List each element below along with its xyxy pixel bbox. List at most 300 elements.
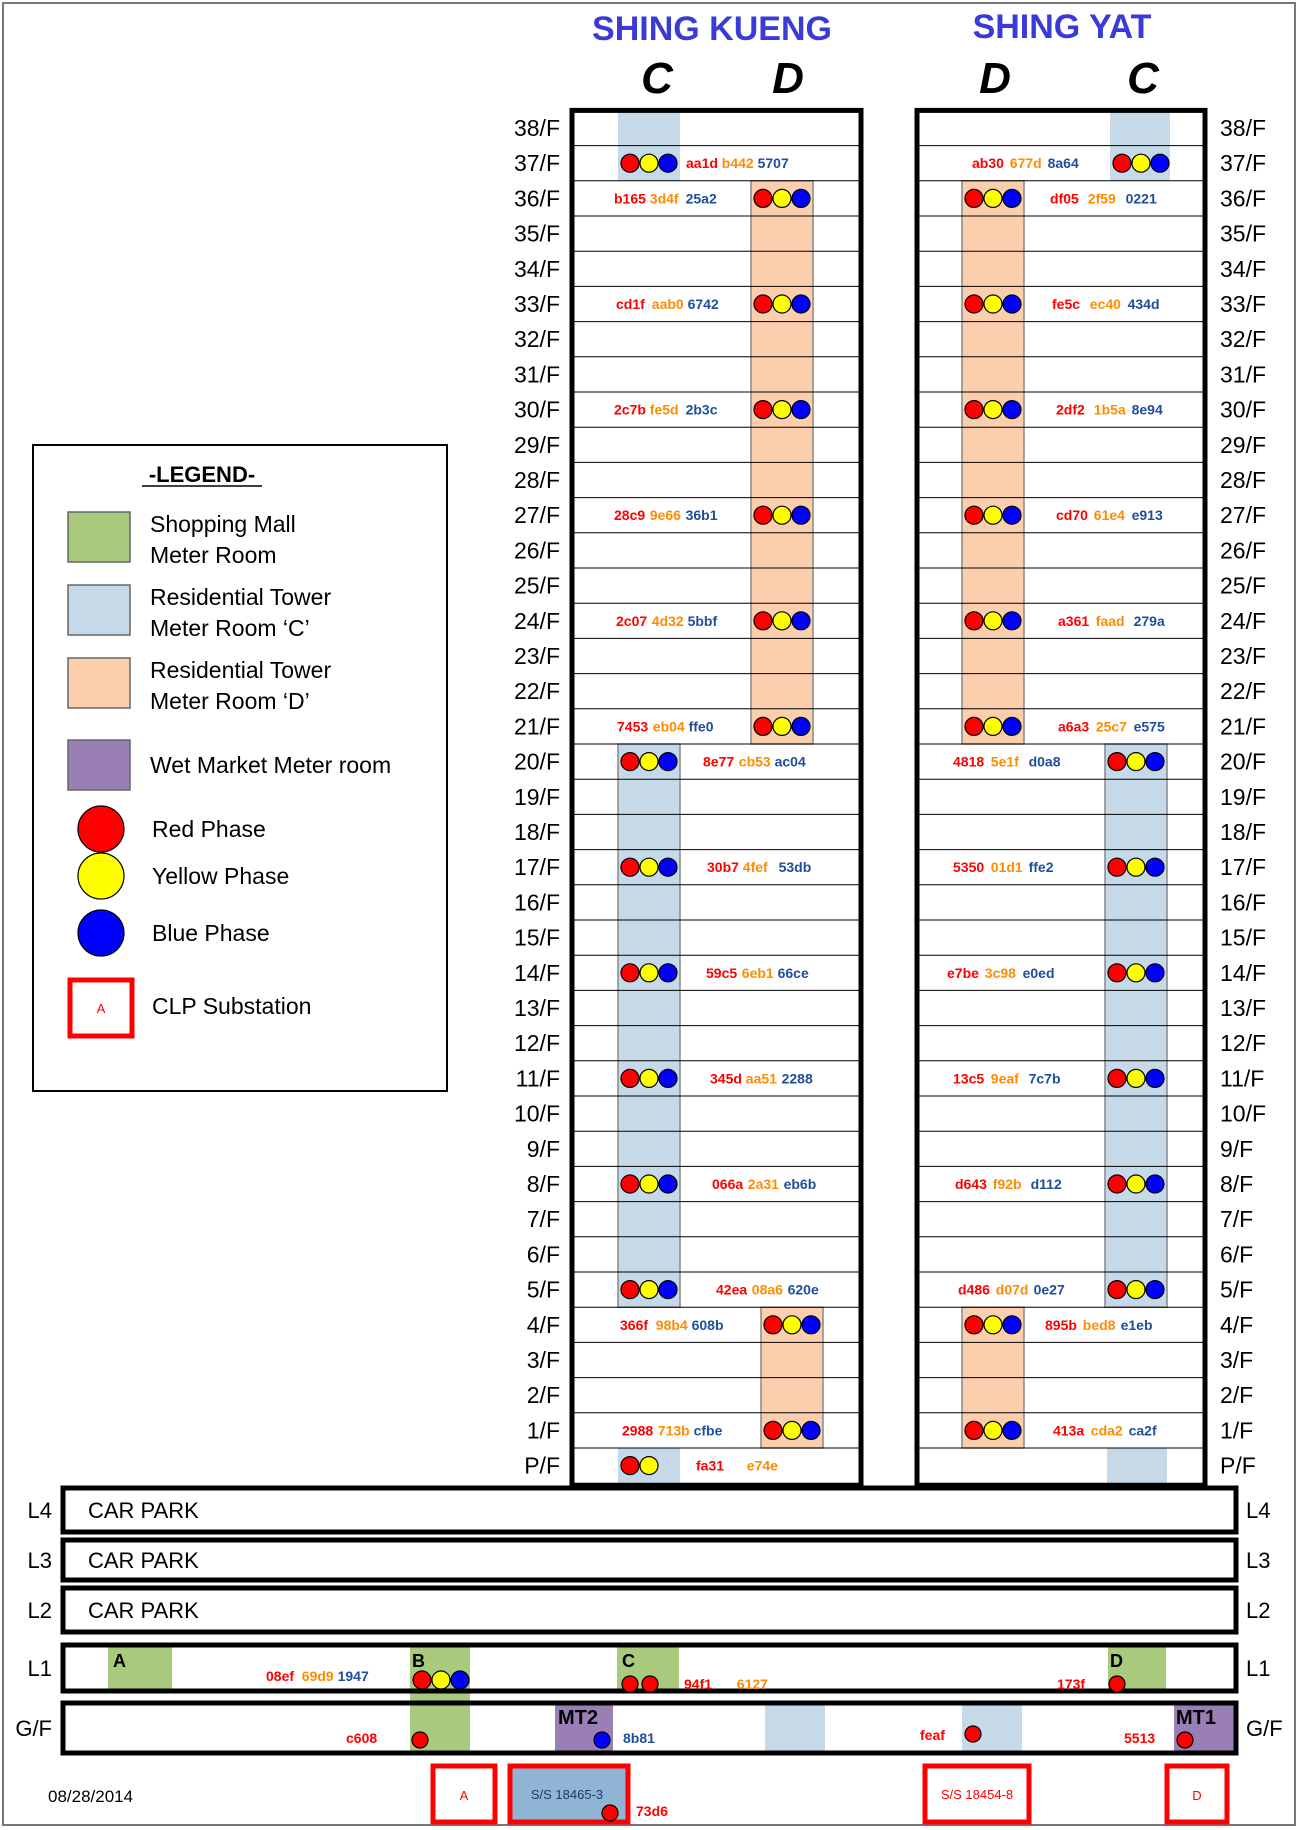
legend-swatch [68, 585, 130, 635]
blue-phase-dot [1003, 295, 1021, 313]
meter-code: ac04 [774, 753, 806, 770]
floor-label: 33/F [513, 291, 560, 317]
legend-item-label: Wet Market Meter room [150, 752, 392, 778]
meter-code: c608 [346, 1730, 378, 1746]
meter-code: 3c98 [984, 964, 1016, 981]
yellow-phase-dot [773, 295, 791, 313]
meter-code: cd1f [616, 296, 645, 312]
yellow-phase-dot [640, 858, 658, 876]
red-phase-dot [642, 1676, 658, 1692]
meter-code: e913 [1131, 507, 1163, 524]
floor-label: 26/F [1220, 537, 1267, 564]
legend-item-label: Meter Room ‘C’ [150, 615, 310, 641]
floor-label: 6/F [526, 1241, 560, 1268]
meter-code: aa1d [686, 155, 718, 172]
blue-phase-dot [594, 1732, 610, 1748]
yellow-phase-dot [773, 717, 791, 735]
blue-phase-dot [792, 189, 810, 207]
legend-substation-label: CLP Substation [152, 993, 312, 1019]
meter-code: 0e27 [1033, 1281, 1065, 1298]
blue-phase-dot [792, 717, 810, 735]
meter-code: fe5c [1052, 296, 1081, 312]
meter-code: 25a2 [685, 190, 717, 207]
meter-code: aab0 [651, 296, 684, 312]
blue-phase-dot [802, 1316, 820, 1334]
floor-label: 12/F [1220, 1030, 1267, 1057]
yellow-phase-dot [640, 1069, 658, 1087]
red-phase-dot [754, 295, 772, 313]
meter-code: 28c9 [614, 507, 646, 524]
yellow-phase-dot [1127, 858, 1145, 876]
legend-item-label: Residential Tower [150, 584, 332, 610]
floor-label: 3/F [526, 1347, 560, 1373]
substation-label: S/S 18465-3 [530, 1787, 604, 1802]
floor-label: 25/F [513, 572, 560, 599]
mall-room-label: C [622, 1651, 635, 1671]
meter-code: d0a8 [1028, 753, 1061, 770]
meter-code: 9eaf [990, 1070, 1019, 1087]
meter-code: 0221 [1125, 190, 1157, 207]
legend-swatch [68, 512, 130, 562]
yellow-phase-dot [1127, 1175, 1145, 1193]
blue-phase-dot [792, 506, 810, 524]
meter-code: 2988 [622, 1422, 654, 1439]
podium-level-label: L2 [27, 1598, 52, 1623]
meter-code: eb04 [652, 718, 685, 735]
meter-code: a6a3 [1058, 718, 1090, 735]
floor-label: 16/F [513, 889, 560, 916]
meter-code: e74e [746, 1457, 778, 1474]
red-phase-dot [965, 1421, 983, 1439]
red-phase-dot [1108, 1175, 1126, 1193]
floor-label: 4/F [1220, 1311, 1254, 1338]
meter-code: cfbe [693, 1422, 723, 1439]
meter-code: 413a [1053, 1422, 1085, 1439]
meter-code: 13c5 [953, 1070, 985, 1087]
tower-column-d-label: D [772, 54, 804, 103]
yellow-phase-dot [984, 189, 1002, 207]
meter-code: 08ef [266, 1668, 295, 1684]
floor-label: 19/F [1220, 783, 1267, 810]
floor-label: 38/F [1220, 115, 1267, 141]
meter-code: d112 [1030, 1176, 1062, 1192]
floor-label: 35/F [1220, 220, 1267, 247]
blue-phase-dot [659, 1069, 677, 1087]
floor-label: 5/F [526, 1276, 560, 1303]
floor-label: 35/F [513, 220, 560, 247]
meter-code: 8b81 [623, 1730, 655, 1746]
yellow-phase-dot [432, 1671, 450, 1689]
meter-code: ec40 [1089, 296, 1121, 312]
blue-phase-dot [659, 753, 677, 771]
red-phase-dot [621, 753, 639, 771]
yellow-phase-dot [984, 1421, 1002, 1439]
meter-code: 30b7 [707, 859, 739, 876]
floor-label: 31/F [1220, 361, 1267, 388]
meter-code: fe5d [649, 401, 679, 418]
legend-item-label: Meter Room [150, 542, 277, 568]
meter-code: 4818 [953, 753, 985, 770]
podium-level-label: L3 [1246, 1548, 1271, 1573]
blue-phase-dot [1003, 189, 1021, 207]
floor-label: 23/F [1220, 643, 1267, 669]
red-phase-dot [621, 1457, 639, 1475]
legend-item-label: Meter Room ‘D’ [150, 688, 310, 714]
meter-code: 5350 [953, 859, 985, 876]
red-phase-dot [621, 1069, 639, 1087]
yellow-phase-dot [640, 1281, 658, 1299]
meter-code: fa31 [696, 1457, 725, 1474]
blue-phase-dot [792, 612, 810, 630]
tower-title-shing-kueng: SHING KUENG [592, 10, 832, 48]
legend-phase-dot [78, 910, 124, 956]
meter-code: a361 [1058, 612, 1090, 629]
floor-label: 26/F [513, 537, 560, 564]
yellow-phase-dot [984, 717, 1002, 735]
blue-phase-dot [1003, 612, 1021, 630]
floor-label: 9/F [526, 1135, 560, 1162]
meter-code: cb53 [738, 753, 771, 770]
floor-label: 20/F [513, 748, 560, 775]
floor-label: 25/F [1220, 572, 1267, 599]
red-phase-dot [621, 1281, 639, 1299]
yellow-phase-dot [773, 612, 791, 630]
meter-code: 01d1 [990, 859, 1023, 876]
yellow-phase-dot [640, 753, 658, 771]
floor-label: 36/F [513, 185, 560, 212]
floor-label: 8/F [1220, 1171, 1254, 1197]
substation-label: A [459, 1788, 469, 1803]
yellow-phase-dot [984, 506, 1002, 524]
floor-label: 24/F [1220, 607, 1267, 634]
meter-code: 61e4 [1093, 507, 1125, 524]
meter-code: d07d [995, 1281, 1029, 1298]
blue-phase-dot [1146, 858, 1164, 876]
floor-label: 15/F [513, 924, 560, 951]
legend-swatch [68, 740, 130, 790]
meter-code: 366f [620, 1316, 649, 1333]
podium-level-box [63, 1488, 1236, 1532]
meter-code: 25c7 [1095, 718, 1127, 735]
meter-code: 2b3c [685, 401, 718, 418]
yellow-phase-dot [640, 1175, 658, 1193]
podium-level-label: L1 [27, 1656, 52, 1681]
wet-market-room-label: MT2 [558, 1707, 598, 1729]
red-phase-dot [1108, 858, 1126, 876]
red-phase-dot [621, 964, 639, 982]
meter-code: d643 [955, 1176, 987, 1192]
blue-phase-dot [1003, 506, 1021, 524]
legend-phase-dot [78, 806, 124, 852]
podium-level-label: G/F [15, 1716, 52, 1741]
floor-label: 13/F [513, 995, 560, 1021]
meter-code: 1947 [337, 1668, 369, 1684]
meter-code: 620e [787, 1281, 819, 1298]
red-phase-dot [965, 1726, 981, 1742]
legend-phase-label: Yellow Phase [152, 863, 290, 889]
meter-code: 2f59 [1087, 190, 1116, 207]
floor-label: 37/F [513, 150, 560, 177]
floor-label: 33/F [1220, 291, 1267, 317]
car-park-label: CAR PARK [88, 1498, 199, 1523]
legend-substation-symbol-text: A [96, 1001, 106, 1016]
floor-label: 9/F [1220, 1135, 1254, 1162]
floor-label: 14/F [513, 959, 560, 986]
red-phase-dot [965, 295, 983, 313]
floor-label: 32/F [513, 326, 560, 353]
meter-code: 1b5a [1093, 401, 1126, 418]
meter-code: e0ed [1022, 964, 1055, 981]
meter-code: 59c5 [706, 964, 738, 981]
red-phase-dot [754, 612, 772, 630]
meter-code: 677d [1009, 155, 1042, 172]
meter-code: faad [1095, 612, 1125, 629]
floor-label: 30/F [1220, 396, 1267, 423]
legend-phase-label: Blue Phase [152, 920, 270, 946]
floor-label: 18/F [513, 819, 560, 845]
meter-code: 08a6 [751, 1281, 783, 1298]
meter-code: 2288 [781, 1070, 813, 1087]
yellow-phase-dot [773, 189, 791, 207]
meter-code: 895b [1045, 1316, 1077, 1333]
podium-level-label: G/F [1246, 1716, 1283, 1741]
meter-code: 69d9 [301, 1668, 334, 1684]
floor-label: 6/F [1220, 1241, 1254, 1268]
floor-label: 10/F [1220, 1100, 1267, 1127]
blue-phase-dot [451, 1671, 469, 1689]
red-phase-dot [622, 1676, 638, 1692]
floor-label: 2/F [526, 1382, 560, 1409]
legend-phase-label: Red Phase [152, 816, 266, 842]
meter-code: b165 [614, 190, 646, 207]
meter-code: cd70 [1056, 507, 1088, 524]
floor-label: P/F [1220, 1452, 1256, 1479]
red-phase-dot [1177, 1732, 1193, 1748]
date-stamp: 08/28/2014 [48, 1787, 134, 1806]
residential-meter-room-c [1107, 1448, 1167, 1486]
meter-code: e7be [947, 964, 979, 981]
blue-phase-dot [659, 154, 677, 172]
meter-code: 2df2 [1056, 401, 1085, 418]
meter-code: 7c7b [1028, 1070, 1061, 1087]
floor-label: 7/F [526, 1206, 560, 1233]
meter-code: 3d4f [649, 190, 679, 207]
yellow-phase-dot [1127, 1281, 1145, 1299]
tower-column-c-label: C [1127, 54, 1159, 103]
substation-label: D [1192, 1788, 1202, 1803]
floor-label: 24/F [513, 607, 560, 634]
wet-market-room-label: MT1 [1176, 1707, 1216, 1729]
blue-phase-dot [792, 401, 810, 419]
floor-label: 20/F [1220, 748, 1267, 775]
red-phase-dot [1108, 1281, 1126, 1299]
floor-label: 1/F [526, 1417, 560, 1444]
floor-label: 29/F [513, 431, 560, 458]
meter-code: 5e1f [990, 753, 1019, 770]
floor-label: 37/F [1220, 150, 1267, 177]
meter-code: 608b [691, 1316, 724, 1333]
yellow-phase-dot [773, 401, 791, 419]
yellow-phase-dot [1127, 753, 1145, 771]
floor-label: 19/F [513, 783, 560, 810]
floor-label: 34/F [513, 255, 560, 282]
red-phase-dot [602, 1805, 618, 1821]
meter-code: feaf [920, 1727, 945, 1743]
yellow-phase-dot [1132, 154, 1150, 172]
meter-code: 5707 [757, 155, 789, 172]
floor-label: 17/F [1220, 854, 1267, 881]
floor-label: 4/F [526, 1311, 560, 1338]
yellow-phase-dot [984, 1316, 1002, 1334]
meter-code: 6742 [687, 296, 719, 312]
blue-phase-dot [1146, 1175, 1164, 1193]
red-phase-dot [754, 189, 772, 207]
blue-phase-dot [1003, 1421, 1021, 1439]
floor-label: 31/F [513, 361, 560, 388]
blue-phase-dot [659, 1281, 677, 1299]
meter-code: ffe2 [1028, 859, 1054, 876]
meter-code: bed8 [1082, 1316, 1116, 1333]
floor-label: 17/F [513, 854, 560, 881]
blue-phase-dot [1003, 717, 1021, 735]
podium-level-box [63, 1540, 1236, 1580]
meter-code: 6eb1 [741, 964, 774, 981]
legend-item-label: Shopping Mall [150, 511, 296, 537]
floor-label: 22/F [1220, 678, 1267, 705]
red-phase-dot [1109, 1676, 1125, 1692]
yellow-phase-dot [640, 154, 658, 172]
floor-label: 34/F [1220, 255, 1267, 282]
meter-code: 73d6 [636, 1803, 668, 1819]
meter-code: 42ea [716, 1281, 748, 1298]
legend-swatch [68, 658, 130, 708]
floor-label: 14/F [1220, 959, 1267, 986]
blue-phase-dot [1146, 964, 1164, 982]
legend-phase-dot [78, 853, 124, 899]
floor-label: 3/F [1220, 1347, 1254, 1373]
floor-label: 5/F [1220, 1276, 1254, 1303]
meter-code: 36b1 [685, 507, 718, 524]
red-phase-dot [754, 401, 772, 419]
meter-code: 9e66 [649, 507, 681, 524]
floor-label: P/F [524, 1452, 560, 1479]
blue-phase-dot [1151, 154, 1169, 172]
red-phase-dot [754, 506, 772, 524]
podium-level-label: L2 [1246, 1598, 1271, 1623]
floor-label: 11/F [1220, 1065, 1265, 1092]
meter-code: 66ce [777, 964, 809, 981]
mall-room-label: D [1110, 1651, 1123, 1671]
floor-label: 29/F [1220, 431, 1267, 458]
tower-title-shing-yat: SHING YAT [972, 8, 1152, 46]
legend-item-label: Residential Tower [150, 657, 332, 683]
blue-phase-dot [1146, 1281, 1164, 1299]
meter-code: 8e77 [703, 753, 735, 770]
meter-code: 713b [657, 1422, 690, 1439]
meter-code: 5bbf [687, 612, 718, 629]
meter-code: 4fef [742, 859, 768, 876]
meter-code: 2c7b [614, 401, 646, 418]
car-park-label: CAR PARK [88, 1598, 199, 1623]
floor-label: 32/F [1220, 326, 1267, 353]
meter-code: b442 [721, 155, 754, 172]
red-phase-dot [621, 858, 639, 876]
floor-label: 12/F [513, 1030, 560, 1057]
meter-code: 2a31 [747, 1176, 779, 1192]
yellow-phase-dot [783, 1316, 801, 1334]
podium-level-label: L4 [27, 1498, 52, 1523]
red-phase-dot [413, 1671, 431, 1689]
red-phase-dot [1108, 1069, 1126, 1087]
floor-label: 36/F [1220, 185, 1267, 212]
yellow-phase-dot [773, 506, 791, 524]
blue-phase-dot [1003, 1316, 1021, 1334]
meter-code: ffe0 [688, 718, 714, 735]
red-phase-dot [1108, 753, 1126, 771]
meter-code: e1eb [1120, 1316, 1153, 1333]
meter-code: f92b [992, 1176, 1022, 1192]
meter-code: ca2f [1128, 1422, 1157, 1439]
floor-label: 8/F [526, 1171, 560, 1197]
floor-label: 11/F [515, 1065, 560, 1092]
meter-code: 4d32 [651, 612, 684, 629]
meter-code: 434d [1127, 296, 1160, 312]
floor-label: 38/F [513, 115, 560, 141]
floor-label: 28/F [1220, 467, 1267, 493]
yellow-phase-dot [640, 1457, 658, 1475]
meter-code: 7453 [617, 718, 649, 735]
meter-code: 2c07 [616, 612, 648, 629]
meter-code: 066a [712, 1176, 744, 1192]
floor-label: 27/F [1220, 502, 1267, 529]
blue-phase-dot [1146, 1069, 1164, 1087]
red-phase-dot [764, 1316, 782, 1334]
blue-phase-dot [659, 1175, 677, 1193]
red-phase-dot [1113, 154, 1131, 172]
yellow-phase-dot [984, 401, 1002, 419]
blue-phase-dot [792, 295, 810, 313]
floor-label: 21/F [1220, 713, 1267, 740]
tower-column-c-label: C [641, 54, 673, 103]
red-phase-dot [965, 612, 983, 630]
tower-column-d-label: D [979, 54, 1011, 103]
podium-level-box [63, 1588, 1236, 1632]
floor-label: 10/F [513, 1100, 560, 1127]
blue-phase-dot [659, 858, 677, 876]
floor-label: 23/F [513, 643, 560, 669]
floor-label: 22/F [513, 678, 560, 705]
car-park-label: CAR PARK [88, 1548, 199, 1573]
meter-code: ab30 [972, 155, 1004, 172]
red-phase-dot [965, 717, 983, 735]
yellow-phase-dot [984, 612, 1002, 630]
mall-room-label: A [113, 1651, 126, 1671]
meter-code: 345d [710, 1070, 742, 1087]
meter-code: d486 [958, 1281, 990, 1298]
meter-code: 8a64 [1047, 155, 1079, 172]
blue-phase-dot [659, 964, 677, 982]
meter-code: aa51 [745, 1070, 777, 1087]
red-phase-dot [621, 1175, 639, 1193]
residential-meter-room-c [765, 1703, 825, 1753]
red-phase-dot [621, 154, 639, 172]
red-phase-dot [412, 1732, 428, 1748]
meter-code: e575 [1133, 718, 1165, 735]
floor-label: 16/F [1220, 889, 1267, 916]
floor-label: 15/F [1220, 924, 1267, 951]
floor-label: 28/F [513, 467, 560, 493]
red-phase-dot [965, 189, 983, 207]
